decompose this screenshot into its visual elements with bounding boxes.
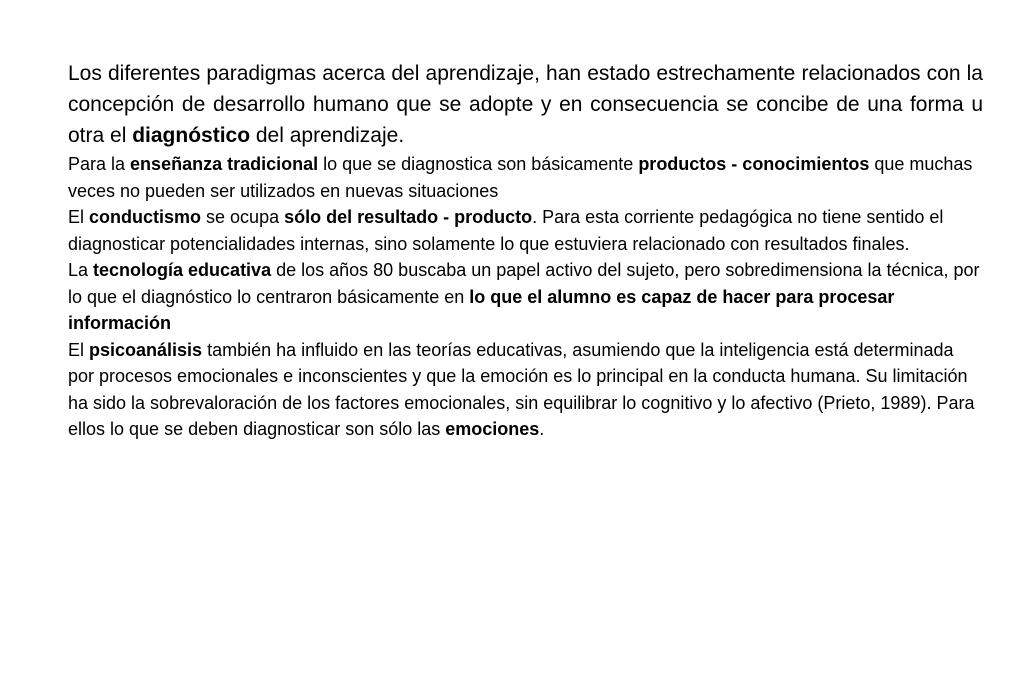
behaviorism-text: se ocupa (201, 207, 285, 227)
slide-body-text (68, 58, 983, 443)
psychoanalysis-bold-term: psicoanálisis (89, 339, 203, 360)
intro-text-end: del aprendizaje. (250, 124, 405, 147)
intro-text: Los diferentes paradigmas acerca del aprendizaje, han estado estrechamente relacionados con la concepción de desarrollo humano que se adopte y en consecuencia se concibe de una forma u otra el (68, 62, 983, 147)
traditional-bold-products: productos - conocimientos (638, 154, 870, 174)
psychoanalysis-text-end: . (539, 419, 545, 439)
behaviorism-text-end: . Para esta corriente pedagógica no tiene sentido el diagnosticar potencialidades internas, sino solamente lo que estuviera relacionado con resultados finales. (68, 207, 944, 254)
behaviorism-paragraph (68, 204, 983, 257)
intro-paragraph (68, 58, 983, 151)
psychoanalysis-text: también ha influido en las teorías educativas, asumiendo que la inteligencia está determinada por procesos emocionales e inconscientes y que la emoción es lo principal en la conducta humana. Su limitación ha sido la sobrevaloración de los factores emocionales, sin equilibrar lo cognitivo y lo afectivo (Prieto, 1989). Para ellos lo que se deben diagnosticar son sólo las (68, 339, 975, 439)
educational-technology-paragraph (68, 257, 983, 337)
traditional-text-end: que muchas veces no pueden ser utilizados en nuevas situaciones (68, 154, 973, 201)
traditional-text: Para la (68, 154, 131, 174)
traditional-text: lo que se diagnostica son básicamente (318, 154, 639, 174)
psychoanalysis-bold-emotions: emociones (445, 419, 540, 439)
behaviorism-text: El (68, 207, 90, 227)
technology-text: La (68, 260, 94, 280)
technology-text: de los años 80 buscaba un papel activo del sujeto, pero sobredimensiona la técnica, por lo que el diagnóstico lo centraron básicamente en (68, 260, 980, 307)
psychoanalysis-paragraph (68, 337, 983, 443)
traditional-bold-term: enseñanza tradicional (130, 154, 319, 174)
technology-bold-term: tecnología educativa (93, 260, 272, 280)
psychoanalysis-text: El (68, 339, 90, 360)
intro-bold-diagnostico: diagnóstico (132, 124, 251, 147)
behaviorism-bold-term: conductismo (89, 207, 202, 227)
traditional-teaching-paragraph (68, 151, 983, 204)
technology-bold-focus: lo que el alumno es capaz de hacer para procesar información (68, 286, 895, 333)
behaviorism-bold-result: sólo del resultado - producto (284, 207, 533, 227)
